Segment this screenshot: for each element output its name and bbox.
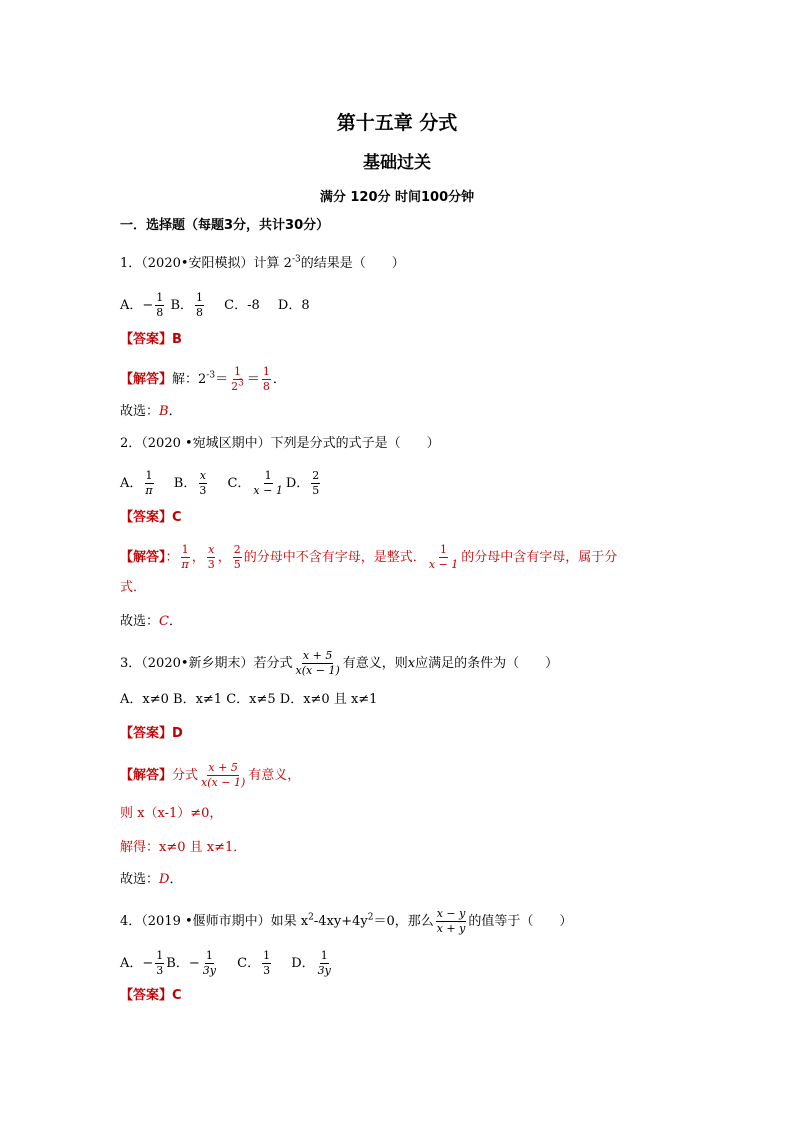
question-1-solution: 【解答】解：$2^{-3}=$ $\frac{1}{2^3}$ ＝ $\frac{1}{8}$ ． <box>120 365 286 393</box>
answer-value: C <box>172 510 182 525</box>
fraction: $\frac{1}{8}$ <box>156 291 164 319</box>
question-2-solution: 【解答】： $\frac{1}{\pi}$ ， $\frac{x}{3}$ ， $\frac{2}{5}$ 的分母中不含有字母，是整式． $\frac{1}{x - 1}$ 的分母中含有字母，属于分 <box>120 543 618 571</box>
answer-value: D <box>172 726 183 741</box>
fraction: $\frac{1}{x - 1}$ <box>428 543 459 571</box>
fraction: $\frac{1}{8}$ <box>262 365 270 393</box>
question-2-conclusion: 故选：C． <box>120 614 182 629</box>
question-1-answer: 【答案】B <box>120 332 182 347</box>
question-3-options: A．x≠0 B．x≠1 C．x≠5 D．x≠0 且 x≠1 <box>120 692 378 707</box>
option-d: D． <box>285 476 310 491</box>
fraction: $\frac{1}{3y}$ <box>202 949 216 977</box>
option-c: C． <box>227 476 251 491</box>
option-b: B． <box>166 956 189 971</box>
question-1-conclusion: 故选：B． <box>120 404 182 419</box>
option-a: A． <box>120 476 143 491</box>
fraction: $\frac{1}{8}$ <box>196 291 203 319</box>
fraction: $\frac{1}{\pi}$ <box>145 469 153 497</box>
option-d: D．8 <box>277 298 310 313</box>
fraction: $\frac{1}{x - 1}$ <box>253 469 283 497</box>
exam-meta: 满分 120分 时间100分钟 <box>319 190 475 205</box>
answer-value: B <box>172 332 182 347</box>
question-3-step-1: 则 x（x-1）≠0， <box>120 806 223 821</box>
question-4-stem: 4．（2019 •偃师市期中）如果 $x^2-4xy+4y^2=0$，那么 $\frac{x - y}{x + y}$ 的值等于（ ） <box>120 907 573 935</box>
question-4-answer: 【答案】C <box>120 988 182 1003</box>
fraction: $\frac{x - y}{x + y}$ <box>436 907 466 935</box>
fraction: $\frac{x + 5}{x(x - 1)}$ <box>295 649 340 677</box>
question-3-conclusion: 故选：D． <box>120 872 183 887</box>
fraction: $\frac{x}{3}$ <box>199 469 207 497</box>
question-1-stem: 1．（2020•安阳模拟）计算 $2^{-3}$的结果是（ ） <box>120 254 405 271</box>
option-a: A． <box>120 298 143 313</box>
question-3-step-2: 解得：x≠0 且 x≠1． <box>120 840 247 855</box>
fraction: $\frac{x}{3}$ <box>207 543 215 571</box>
question-2-options <box>120 470 322 497</box>
fraction: $\frac{1}{2^3}$ <box>231 365 244 393</box>
option-c: C． <box>237 956 261 971</box>
question-3-solution: 【解答】分式 $\frac{x + 5}{x(x - 1)}$ 有意义， <box>120 761 301 789</box>
fraction: $\frac{1}{3}$ <box>263 949 271 977</box>
option-d: D． <box>291 956 315 971</box>
option-b: B． <box>173 476 197 491</box>
question-3-answer: 【答案】D <box>120 726 183 741</box>
fraction: $\frac{x + 5}{x(x - 1)}$ <box>201 761 246 789</box>
chapter-title: 第十五章 分式 <box>336 112 458 134</box>
option-c: C．-8 <box>224 298 260 313</box>
question-4-options: A．− $\frac{1}{3}$ B．− $\frac{1}{3y}$ C． $\frac{1}{3}$ D． $\frac{1}{3y}$ <box>120 949 331 977</box>
fraction: $\frac{2}{5}$ <box>312 469 320 497</box>
fraction: $\frac{1}{3y}$ <box>317 949 331 977</box>
section-subtitle: 基础过关 <box>363 153 431 173</box>
question-3-stem: 3．（2020•新乡期末）若分式 $\frac{x + 5}{x(x - 1)}$ 有意义，则x应满足的条件为（ ） <box>120 649 559 677</box>
question-2-solution-cont: 式． <box>120 580 147 595</box>
question-2-stem: 2．（2020 •宛城区期中）下列是分式的式子是（ ） <box>120 436 440 451</box>
question-1-options: A．− $\frac{1}{8}$ B． $\frac{1}{8}$ C．-8 D．8 <box>120 291 310 319</box>
question-2-answer: 【答案】C <box>120 510 182 525</box>
option-b: B． <box>170 298 193 313</box>
section-heading: 一．选择题（每题3分，共计30分） <box>120 218 330 233</box>
fraction: $\frac{2}{5}$ <box>233 543 241 571</box>
option-a: A． <box>120 956 143 971</box>
fraction: $\frac{1}{\pi}$ <box>181 543 189 571</box>
answer-value: C <box>172 988 182 1003</box>
fraction: $\frac{1}{3}$ <box>156 949 164 977</box>
